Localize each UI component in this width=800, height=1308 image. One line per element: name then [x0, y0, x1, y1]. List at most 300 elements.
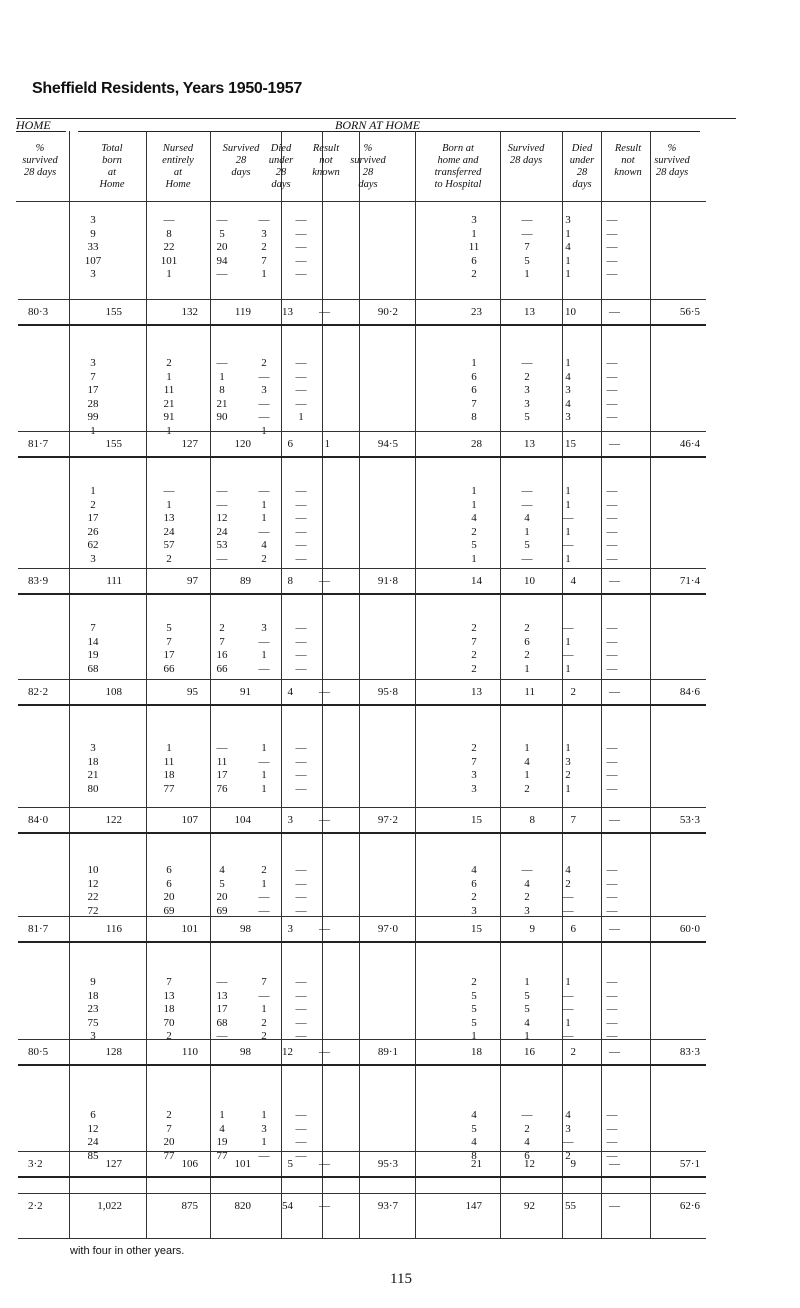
table-cell: 57	[163, 539, 175, 551]
table-cell: —	[562, 1003, 574, 1015]
table-cell: —	[606, 891, 618, 903]
table-cell: 5	[471, 539, 477, 551]
table-cell: 13	[216, 989, 228, 1002]
table-cell: —	[606, 989, 618, 1002]
table-cell: 6	[471, 254, 477, 267]
table-cell: —	[562, 424, 574, 437]
total-cell: 7	[570, 814, 576, 826]
column-divider	[415, 131, 416, 1238]
table-cell: 69	[216, 904, 228, 917]
total-cell: 128	[105, 1046, 122, 1058]
table-cell: 1	[261, 1003, 267, 1015]
table-cell: 10	[87, 864, 99, 876]
table-cell: 20	[216, 241, 228, 253]
table-cell: 11	[468, 241, 480, 253]
total-cell: 94·5	[377, 438, 398, 450]
table-cell: 4	[565, 1109, 571, 1121]
column-header: % survived 28 days	[350, 143, 386, 190]
total-cell: 101	[234, 1158, 251, 1170]
table-cell: 4	[471, 512, 477, 524]
table-cell: 6	[90, 1109, 96, 1121]
table-cell: 4	[565, 241, 571, 253]
table-cell: 94	[216, 254, 228, 267]
table-cell: —	[562, 989, 574, 1002]
table-cell: —	[606, 539, 618, 551]
total-cell: —	[319, 686, 330, 698]
table-cell: —	[258, 214, 270, 226]
table-cell: 11	[163, 755, 175, 768]
total-cell: 9	[570, 1158, 576, 1170]
table-cell: 1	[90, 424, 96, 437]
table-cell: 99	[87, 411, 99, 423]
table-cell: 5	[524, 539, 530, 551]
table-cell: 5	[471, 1003, 477, 1015]
table-cell: 16	[216, 649, 228, 661]
table-cell: —	[295, 1003, 307, 1015]
table-cell: 2	[261, 552, 267, 565]
table-cell: 18	[87, 755, 99, 768]
header-rule	[16, 131, 66, 132]
table-cell: 6	[166, 877, 172, 890]
header-home: HOME	[16, 118, 51, 132]
table-cell: 13	[163, 512, 175, 524]
table-cell: —	[606, 241, 618, 253]
table-cell: 3	[90, 268, 96, 280]
total-cell: 11	[524, 686, 535, 698]
table-cell: 4	[524, 877, 530, 890]
total-cell: 127	[181, 438, 198, 450]
table-cell: 1	[298, 411, 304, 423]
total-cell: 107	[181, 814, 198, 826]
table-cell: 7	[90, 370, 96, 383]
table-cell: 3	[565, 384, 571, 396]
table-cell: 8	[166, 227, 172, 240]
table-cell: —	[295, 214, 307, 226]
table-cell: 72	[87, 904, 99, 917]
table-cell: —	[295, 485, 307, 497]
total-cell: 2	[570, 1046, 576, 1058]
table-cell: 4	[524, 512, 530, 524]
table-cell: 1	[261, 424, 267, 437]
table-cell: 1	[565, 485, 571, 497]
table-cell: 1	[90, 485, 96, 497]
table-cell: —	[258, 485, 270, 497]
table-cell: —	[562, 1030, 574, 1042]
table-cell: 5	[219, 877, 225, 890]
table-cell: 9	[90, 976, 96, 988]
total-cell: —	[319, 1158, 330, 1170]
table-cell: 17	[87, 512, 99, 524]
table-cell: —	[606, 1136, 618, 1148]
total-cell: 10	[565, 306, 576, 318]
table-cell: 2	[166, 357, 172, 369]
table-cell: —	[295, 424, 307, 437]
total-cell: 23	[471, 306, 482, 318]
total-bottom-rule	[18, 456, 706, 458]
table-cell: 77	[163, 1149, 175, 1162]
total-top-rule	[18, 679, 706, 680]
table-cell: 1	[471, 227, 477, 240]
table-cell: 69	[163, 904, 175, 917]
table-cell: 17	[216, 769, 228, 781]
table-cell: 1	[471, 498, 477, 511]
table-cell: —	[295, 552, 307, 565]
total-cell: 89·1	[377, 1046, 398, 1058]
total-cell: 127	[105, 1158, 122, 1170]
table-cell: 18	[87, 989, 99, 1002]
table-cell: —	[521, 424, 533, 437]
table-cell: 6	[166, 864, 172, 876]
total-cell: 89	[240, 575, 251, 587]
table-cell: —	[295, 254, 307, 267]
table-cell: 62	[87, 539, 99, 551]
table-cell: 4	[219, 864, 225, 876]
table-cell: 22	[163, 241, 175, 253]
table-cell: 4	[471, 864, 477, 876]
total-cell: —	[609, 1046, 620, 1058]
table-cell: 2	[166, 552, 172, 565]
table-cell: 1	[565, 498, 571, 511]
table-cell: —	[295, 769, 307, 781]
table-cell: 101	[160, 254, 178, 267]
table-cell: —	[521, 1109, 533, 1121]
table-cell: 4	[524, 1136, 530, 1148]
table-cell: 3	[471, 782, 477, 795]
table-cell: 24	[163, 525, 175, 538]
table-cell: 17	[216, 1003, 228, 1015]
table-cell: —	[295, 512, 307, 524]
total-bottom-rule	[18, 593, 706, 595]
table-cell: 2	[524, 891, 530, 903]
table-cell: 1	[471, 357, 477, 369]
table-cell: —	[606, 742, 618, 754]
total-bottom-rule	[18, 832, 706, 834]
grand-total-cell: 875	[181, 1200, 198, 1212]
table-cell: 5	[471, 989, 477, 1002]
table-cell: 2	[524, 1122, 530, 1135]
header-born-at-home: BORN AT HOME	[335, 118, 421, 132]
table-cell: —	[295, 877, 307, 890]
table-cell: 1	[524, 742, 530, 754]
grand-total-cell: 93·7	[377, 1200, 398, 1212]
table-cell: —	[606, 552, 618, 565]
table-cell: —	[216, 214, 228, 226]
table-cell: 2	[166, 1109, 172, 1121]
table-cell: —	[606, 635, 618, 648]
table-cell: 1	[166, 498, 172, 511]
total-bottom-rule	[18, 1176, 706, 1178]
grand-total-rule	[18, 1193, 706, 1194]
total-cell: 95	[187, 686, 198, 698]
table-cell: 7	[166, 635, 172, 648]
table-cell: 2	[471, 622, 477, 634]
table-cell: —	[521, 864, 533, 876]
total-top-rule	[18, 1151, 706, 1152]
total-cell: 16	[524, 1046, 535, 1058]
table-cell: —	[606, 877, 618, 890]
table-cell: 4	[471, 1136, 477, 1148]
table-cell: 3	[90, 357, 96, 369]
table-cell: 14	[87, 635, 99, 648]
table-cell: —	[606, 370, 618, 383]
table-cell: —	[606, 1149, 618, 1162]
table-cell: 4	[524, 1016, 530, 1029]
total-cell: —	[609, 923, 620, 935]
table-cell: —	[258, 891, 270, 903]
table-cell: —	[562, 649, 574, 661]
table-cell: 1	[261, 1136, 267, 1148]
table-cell: 3	[261, 227, 267, 240]
total-cell: —	[319, 923, 330, 935]
column-header: Survived 28 days	[222, 143, 260, 178]
table-cell: —	[295, 622, 307, 634]
table-cell: —	[216, 485, 228, 497]
table-cell: —	[562, 891, 574, 903]
table-cell: —	[295, 755, 307, 768]
table-cell: 1	[565, 782, 571, 795]
table-cell: —	[295, 539, 307, 551]
total-cell: 110	[181, 1046, 198, 1058]
table-cell: —	[606, 498, 618, 511]
table-cell: —	[295, 782, 307, 795]
table-cell: 76	[216, 782, 228, 795]
total-cell: 12	[524, 1158, 535, 1170]
total-top-rule	[18, 807, 706, 808]
table-cell: 1	[261, 742, 267, 754]
column-divider	[69, 131, 70, 1238]
table-cell: —	[521, 498, 533, 511]
table-cell: —	[606, 397, 618, 410]
table-cell: 12	[216, 512, 228, 524]
total-cell: 155	[105, 438, 122, 450]
total-cell: 104	[234, 814, 251, 826]
table-cell: 7	[471, 635, 477, 648]
table-cell: 5	[471, 1016, 477, 1029]
table-cell: 4	[565, 370, 571, 383]
footnote: with four in other years.	[70, 1245, 185, 1257]
total-cell: 13	[282, 306, 293, 318]
table-cell: 8	[471, 1149, 477, 1162]
table-cell: 1	[524, 769, 530, 781]
table-cell: —	[295, 241, 307, 253]
total-top-rule	[18, 299, 706, 300]
table-cell: 2	[471, 976, 477, 988]
table-cell: 1	[261, 649, 267, 661]
table-cell: 2	[524, 370, 530, 383]
grand-total-cell: —	[609, 1200, 620, 1212]
table-cell: —	[295, 891, 307, 903]
total-cell: 155	[105, 306, 122, 318]
total-cell: 81·7	[28, 438, 49, 450]
table-cell: 5	[524, 1003, 530, 1015]
table-cell: —	[295, 357, 307, 369]
table-cell: 22	[87, 891, 99, 903]
table-cell: 20	[163, 891, 175, 903]
table-cell: —	[606, 864, 618, 876]
table-cell: 7	[219, 635, 225, 648]
total-cell: 9	[529, 923, 535, 935]
table-cell: 12	[87, 1122, 99, 1135]
table-cell: —	[258, 370, 270, 383]
total-cell: 15	[565, 438, 576, 450]
grand-total-cell: —	[319, 1200, 330, 1212]
table-cell: —	[258, 755, 270, 768]
table-cell: 2	[471, 662, 477, 675]
table-cell: 66	[163, 662, 175, 675]
table-cell: —	[606, 254, 618, 267]
table-cell: —	[606, 1003, 618, 1015]
table-cell: 1	[565, 1016, 571, 1029]
table-cell: 23	[87, 1003, 99, 1015]
table-cell: 1	[261, 1109, 267, 1121]
table-cell: 19	[87, 649, 99, 661]
column-header: % survived 28 days	[654, 143, 690, 178]
table-cell: 2	[471, 891, 477, 903]
table-cell: 6	[471, 384, 477, 396]
table-cell: 3	[524, 397, 530, 410]
total-cell: —	[609, 575, 620, 587]
total-cell: 97	[187, 575, 198, 587]
column-header: Result not known	[312, 143, 340, 178]
table-cell: —	[606, 227, 618, 240]
total-cell: 15	[471, 923, 482, 935]
table-cell: —	[258, 989, 270, 1002]
table-cell: 4	[261, 539, 267, 551]
table-cell: 5	[219, 227, 225, 240]
table-cell: —	[295, 976, 307, 988]
total-cell: 91·8	[377, 575, 398, 587]
table-cell: 4	[219, 1122, 225, 1135]
table-cell: 11	[216, 755, 228, 768]
table-cell: 2	[261, 864, 267, 876]
table-cell: 53	[216, 539, 228, 551]
total-cell: 132	[181, 306, 198, 318]
grand-total-cell: 55	[565, 1200, 576, 1212]
table-cell: —	[606, 512, 618, 524]
column-header: % survived 28 days	[22, 143, 58, 178]
total-cell: 120	[234, 438, 251, 450]
table-cell: 1	[219, 370, 225, 383]
table-cell: —	[295, 1149, 307, 1162]
table-cell: —	[562, 512, 574, 524]
total-cell: 95·3	[377, 1158, 398, 1170]
table-cell: —	[216, 424, 228, 437]
table-cell: 2	[524, 622, 530, 634]
table-cell: 2	[261, 1016, 267, 1029]
table-bottom-rule	[18, 1238, 706, 1239]
column-header: Died under 28 days	[569, 143, 595, 190]
total-cell: 122	[105, 814, 122, 826]
total-cell: 111	[106, 575, 122, 587]
total-cell: 13	[471, 686, 482, 698]
total-cell: 21	[471, 1158, 482, 1170]
table-cell: —	[606, 769, 618, 781]
table-cell: —	[295, 1109, 307, 1121]
table-cell: —	[295, 397, 307, 410]
table-cell: 2	[471, 742, 477, 754]
table-cell: 8	[219, 384, 225, 396]
table-cell: 1	[565, 552, 571, 565]
table-cell: —	[163, 485, 175, 497]
total-cell: 71·4	[679, 575, 700, 587]
total-cell: 56·5	[679, 306, 700, 318]
table-cell: —	[258, 635, 270, 648]
table-cell: 8	[471, 411, 477, 423]
total-cell: —	[319, 306, 330, 318]
table-cell: 1	[565, 742, 571, 754]
total-cell: 6	[570, 923, 576, 935]
total-cell: 97·0	[377, 923, 398, 935]
table-cell: 85	[87, 1149, 99, 1162]
table-cell: 5	[166, 622, 172, 634]
table-cell: —	[258, 904, 270, 917]
total-cell: 57·1	[679, 1158, 700, 1170]
total-cell: 80·3	[28, 306, 49, 318]
table-cell: 1	[471, 1030, 477, 1042]
table-cell: 3	[261, 1122, 267, 1135]
table-cell: 7	[90, 622, 96, 634]
table-cell: 7	[471, 755, 477, 768]
table-cell: —	[295, 525, 307, 538]
table-cell: 3	[90, 214, 96, 226]
column-header: Survived 28 days	[507, 143, 545, 166]
table-cell: 2	[219, 622, 225, 634]
table-cell: 1	[524, 662, 530, 675]
table-cell: —	[258, 411, 270, 423]
total-cell: 28	[471, 438, 482, 450]
total-cell: 2	[570, 686, 576, 698]
table-cell: 1	[565, 227, 571, 240]
table-cell: —	[295, 649, 307, 661]
table-cell: 2	[524, 782, 530, 795]
page-number: 115	[390, 1271, 412, 1287]
table-cell: 77	[216, 1149, 228, 1162]
table-cell: 1	[471, 485, 477, 497]
table-cell: —	[606, 268, 618, 280]
table-cell: 1	[524, 1030, 530, 1042]
table-cell: —	[606, 976, 618, 988]
table-cell: 80	[87, 782, 99, 795]
table-cell: 26	[87, 525, 99, 538]
table-cell: —	[606, 1016, 618, 1029]
total-cell: 46·4	[679, 438, 700, 450]
table-cell: 13	[163, 989, 175, 1002]
total-cell: 3	[287, 923, 293, 935]
table-cell: 3	[565, 1122, 571, 1135]
total-cell: 116	[105, 923, 122, 935]
total-cell: —	[319, 814, 330, 826]
table-cell: 18	[163, 1003, 175, 1015]
table-cell: 107	[84, 254, 102, 267]
table-cell: 66	[216, 662, 228, 675]
table-cell: 20	[216, 891, 228, 903]
table-cell: 77	[163, 782, 175, 795]
table-cell: 90	[216, 411, 228, 423]
total-cell: —	[609, 686, 620, 698]
total-cell: 1	[324, 438, 330, 450]
table-cell: 3	[524, 904, 530, 917]
table-cell: 6	[524, 635, 530, 648]
table-cell: 12	[87, 877, 99, 890]
total-cell: 119	[234, 306, 251, 318]
table-cell: 5	[524, 989, 530, 1002]
table-cell: 33	[87, 241, 99, 253]
table-cell: 2	[565, 1149, 571, 1162]
table-cell: 3	[471, 769, 477, 781]
total-cell: 101	[181, 923, 198, 935]
total-cell: —	[609, 306, 620, 318]
table-cell: 3	[90, 742, 96, 754]
